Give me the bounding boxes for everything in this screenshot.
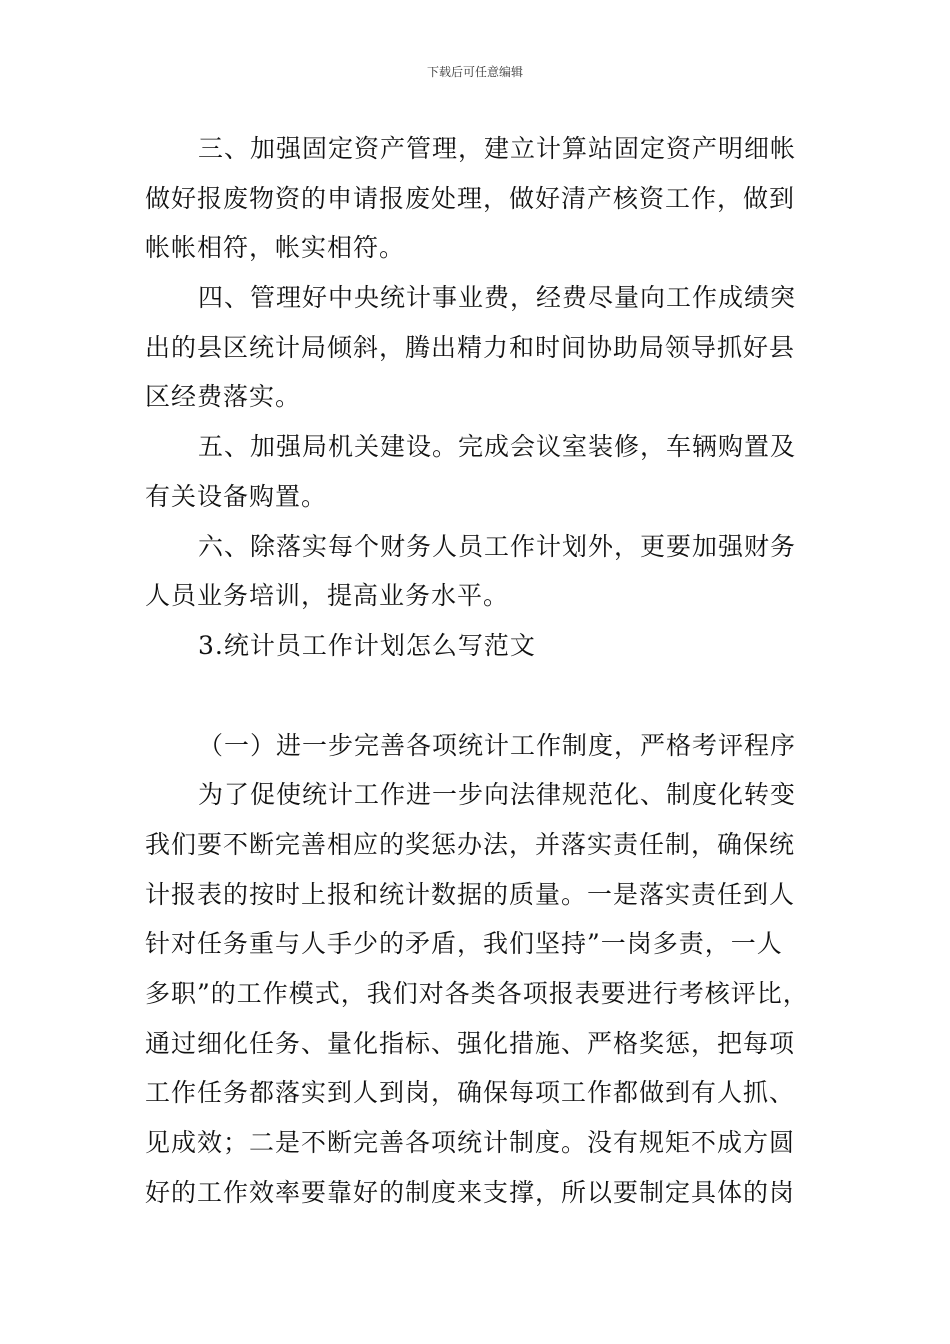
text-line: 四、管理好中央统计事业费，经费尽量向工作成绩突 xyxy=(198,283,797,312)
text-line: 多职”的工作模式，我们对各类各项报表要进行考核评比， xyxy=(145,979,809,1008)
text-line: 做好报废物资的申请报废处理，做好清产核资工作，做到 xyxy=(145,184,796,213)
text-line: 我们要不断完善相应的奖惩办法，并落实责任制，确保统 xyxy=(145,830,796,859)
text-line: 出的县区统计局倾斜，腾出精力和时间协助局领导抓好县 xyxy=(145,333,796,362)
text-line: 见成效；二是不断完善各项统计制度。没有规矩不成方圆 xyxy=(145,1128,796,1157)
text-line: 好的工作效率要靠好的制度来支撑，所以要制定具体的岗 xyxy=(145,1178,796,1207)
text-line: 计报表的按时上报和统计数据的质量。一是落实责任到人 xyxy=(145,880,796,909)
text-line: 有关设备购置。 xyxy=(145,482,328,511)
text-line: 为了促使统计工作进一步向法律规范化、制度化转变 xyxy=(198,780,797,809)
text-line: 针对任务重与人手少的矛盾，我们坚持”一岗多责，一人 xyxy=(145,929,783,958)
text-line: 工作任务都落实到人到岗，确保每项工作都做到有人抓、 xyxy=(145,1078,796,1107)
section-heading: 3.统计员工作计划怎么写范文 xyxy=(198,631,536,660)
text-line: 人员业务培训，提高业务水平。 xyxy=(145,581,510,610)
page-header: 下载后可任意编辑 xyxy=(426,65,523,79)
text-line: 通过细化任务、量化指标、强化措施、严格奖惩，把每项 xyxy=(145,1029,796,1058)
text-line: 六、除落实每个财务人员工作计划外，更要加强财务 xyxy=(198,532,797,561)
text-line: 五、加强局机关建设。完成会议室装修，车辆购置及 xyxy=(198,432,797,461)
text-line: 帐帐相符，帐实相符。 xyxy=(145,233,406,262)
text-line: 区经费落实。 xyxy=(145,382,302,411)
text-line: 三、加强固定资产管理，建立计算站固定资产明细帐 xyxy=(198,134,797,163)
subsection-heading: （一）进一步完善各项统计工作制度，严格考评程序 xyxy=(198,731,797,760)
